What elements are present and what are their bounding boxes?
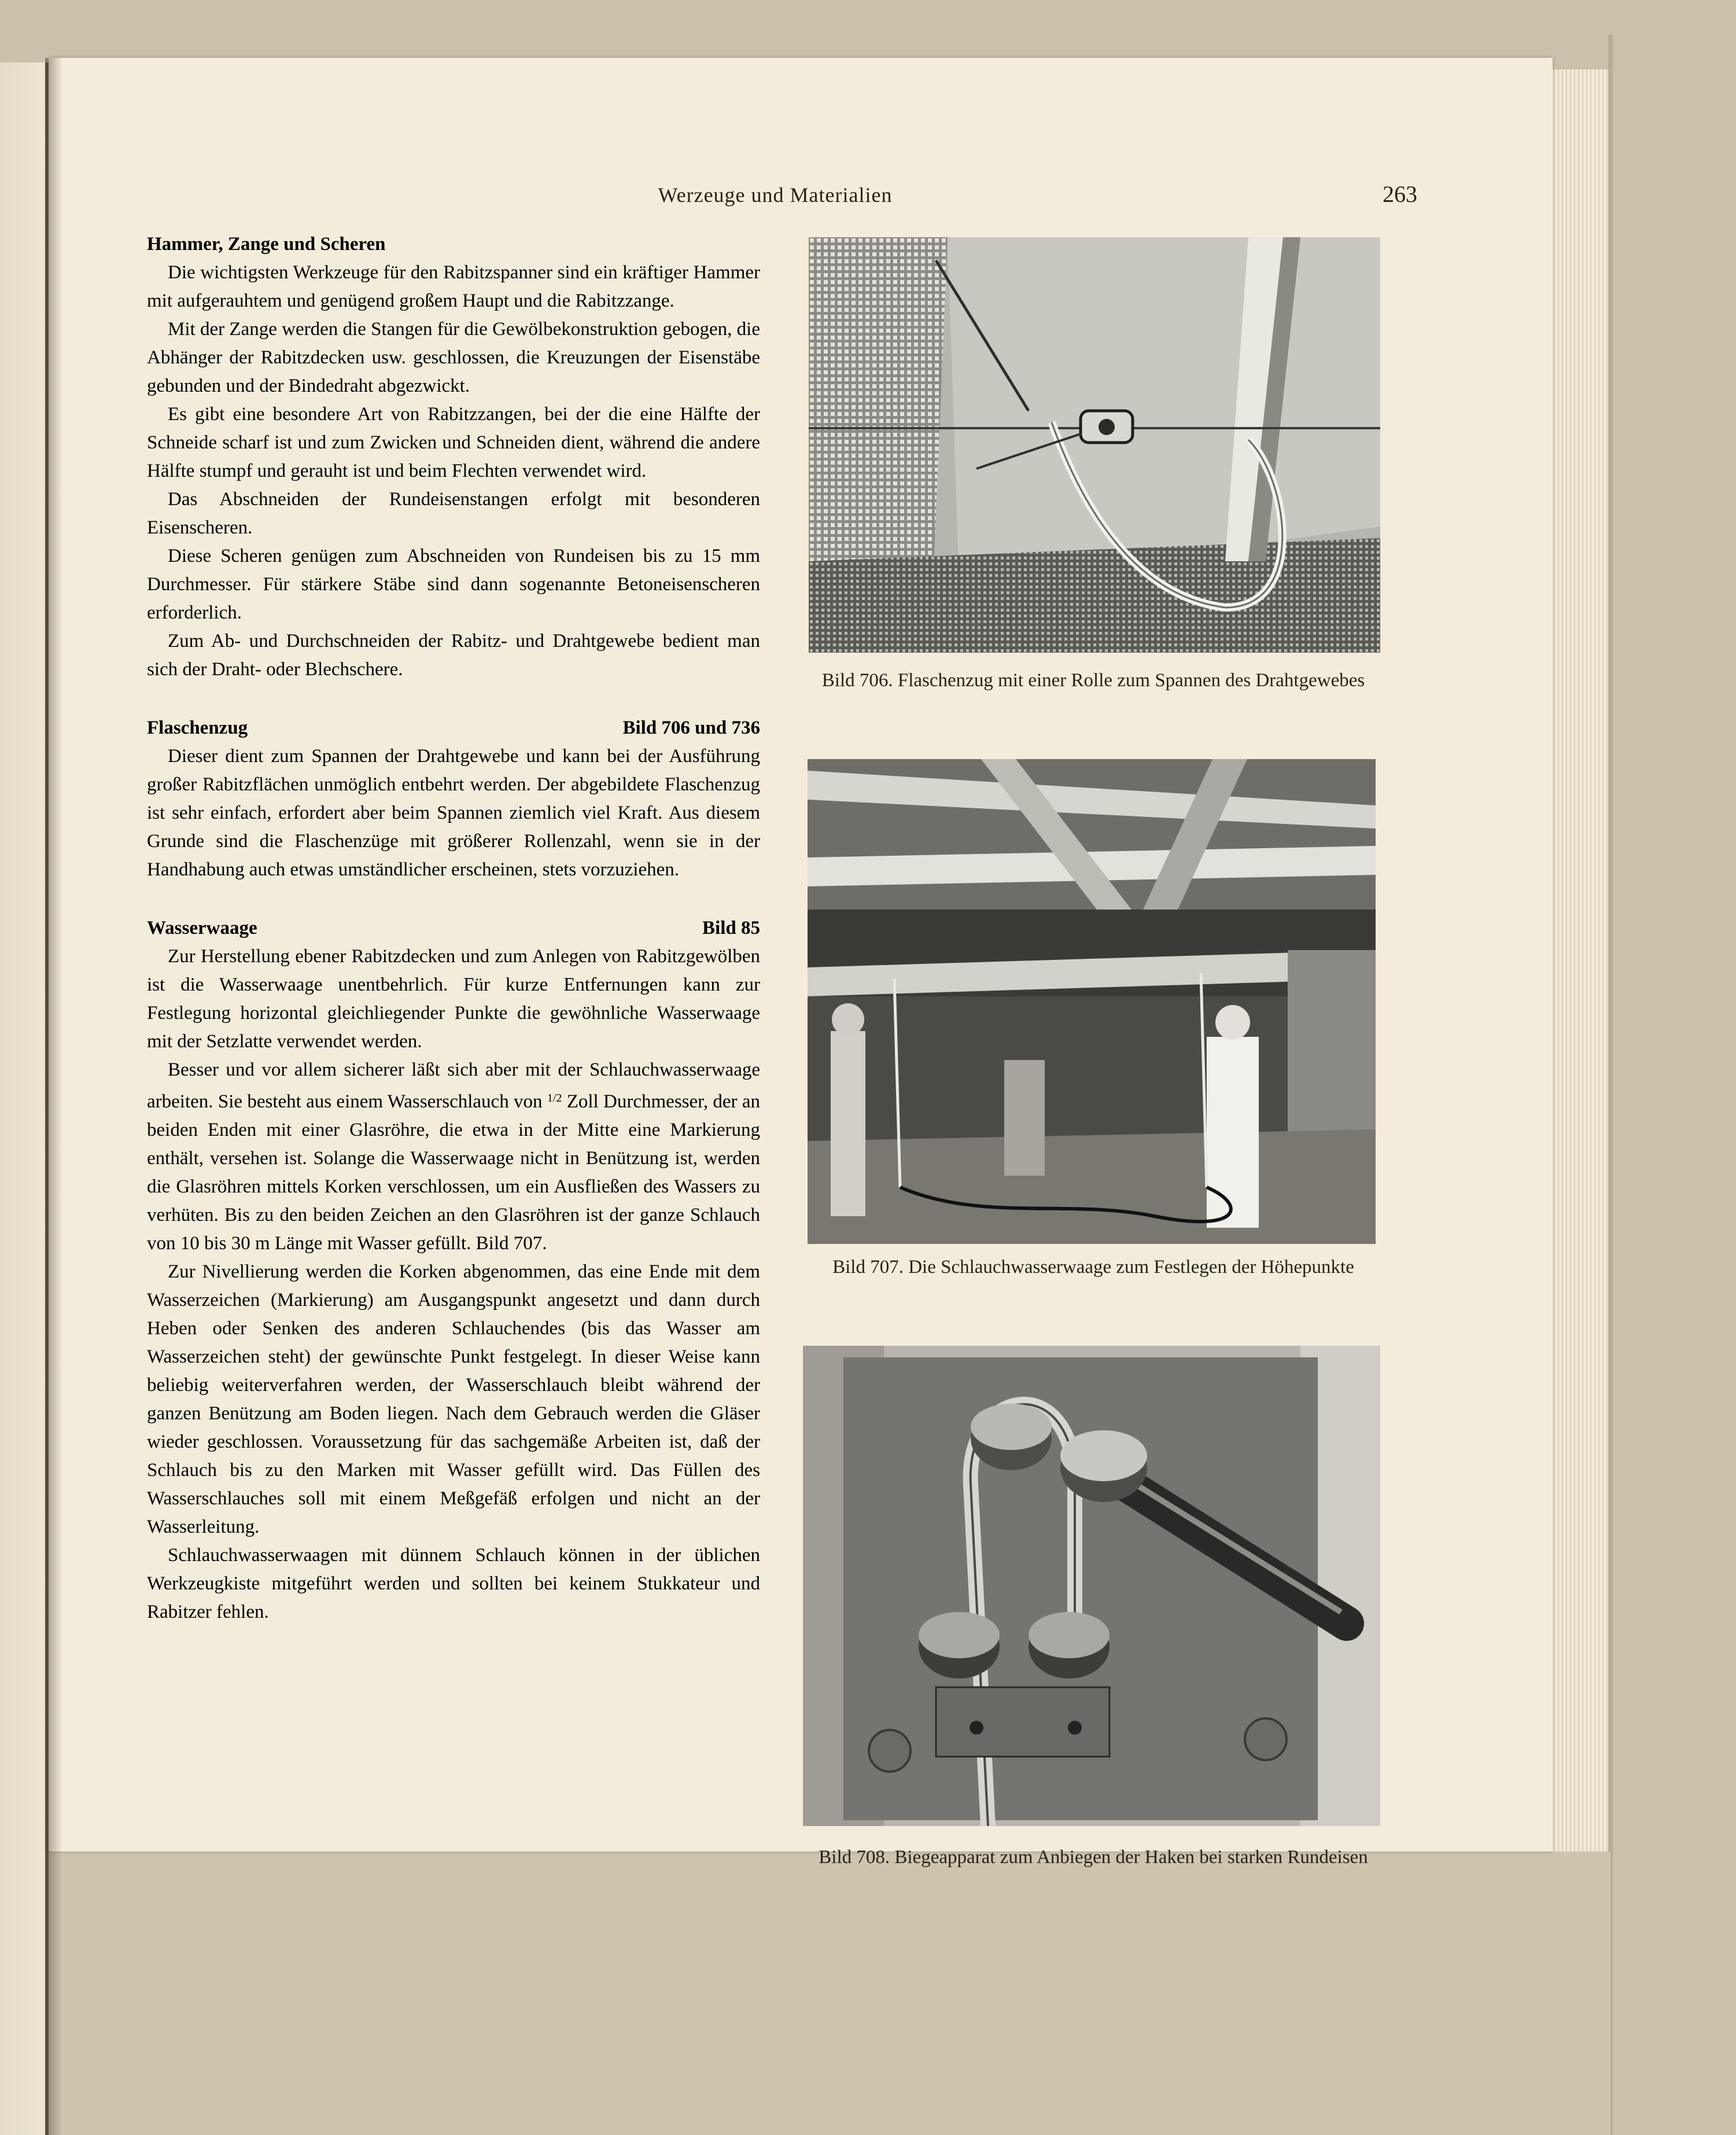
photo-bending-apparatus <box>803 1346 1380 1826</box>
gutter-shadow <box>45 58 62 2135</box>
paragraph: Die wichtigsten Werkzeuge für den Rabitzspanner sind ein kräftiger Hammer mit aufgerauhtem und genügend großem Haupt und die Rabitzzange. <box>147 262 760 311</box>
paragraph: Schlauchwasserwaagen mit dünnem Schlauch können in der üblichen Werkzeugkiste mitgeführt werden und sollten bei keinem Stukkateur und Rabitzer fehlen. <box>147 1545 760 1622</box>
paragraph-text: Besser und vor allem sicherer läßt sich aber mit der Schlauchwasserwaage arbeiten. Sie besteht aus einem Wasserschlauch von <box>147 1059 760 1112</box>
paragraph: Zur Herstellung ebener Rabitzdecken und zum Anlegen von Rabitzgewölben ist die Wasserwaage unentbehrlich. Für kurze Entfernungen kann zur Festlegung horizontal gleichliegender Punkte die gewöhnliche Wasserwaage mit der Setzlatte verwendet werden. <box>147 946 760 1052</box>
workers-illustration <box>808 759 1376 1244</box>
page-number: 263 <box>1383 181 1417 207</box>
pulley-illustration <box>809 237 1380 653</box>
figure-caption: Bild 707. Die Schlauchwasserwaage zum Festlegen der Höhepunkte <box>832 1257 1354 1278</box>
paragraph-zoll <box>147 1056 760 1258</box>
text-column <box>147 230 760 1626</box>
paragraph-text: Zoll Durchmesser, der an beiden Enden mit einer Glasröhre, die etwa in der Mitte eine Markierung enthält, versehen ist. Solange die Wasserwaage nicht in Benützung ist, werden die Glasröhren mittels Korken verschlossen, um ein Ausfließen des Wassers zu verhüten. Bis zu den beiden Zeichen an den Glasröhren ist der ganze Schlauch von 10 bis 30 m Länge mit Wasser gefüllt. Bild 707. <box>147 1091 760 1254</box>
photo-hose-level-workers <box>808 759 1376 1244</box>
figure-caption: Bild 708. Biegeapparat zum Anbiegen der Haken bei starken Rundeisen <box>819 1847 1368 1868</box>
cover-edge <box>1608 35 1613 2135</box>
paragraph: Zum Ab- und Durchschneiden der Rabitz- und Drahtgewebe bedient man sich der Draht- oder Blechschere. <box>147 631 760 680</box>
paragraph: Diese Scheren genügen zum Abschneiden von Rundeisen bis zu 15 mm Durchmesser. Für stärkere Stäbe sind dann sogenannte Betoneisenscheren erforderlich. <box>147 546 760 623</box>
bender-illustration <box>803 1346 1380 1826</box>
section-heading <box>147 914 760 943</box>
section-reference: Bild 85 <box>702 918 760 938</box>
section-title: Hammer, Zange und Scheren <box>147 234 386 255</box>
section-heading <box>147 714 760 742</box>
paragraph: Mit der Zange werden die Stangen für die Gewölbekonstruktion gebogen, die Abhänger der Rabitzdecken usw. geschlossen, die Kreuzungen der Eisenstäbe gebunden und der Bindedraht abgezwickt. <box>147 319 760 396</box>
paragraph: Zur Nivellierung werden die Korken abgenommen, das eine Ende mit dem Wasserzeichen (Markierung) am Ausgangspunkt angesetzt und dann durch Heben oder Senken des anderen Schlauchendes (bis das Wasser am Wasserzeichen steht) der gewünschte Punkt festgelegt. In dieser Weise kann beliebig weiterverfahren werden, der Wasserschlauch bleibt während der ganzen Benützung am Boden liegen. Nach dem Gebrauch werden die Gläser wieder geschlossen. Voraussetzung für das sachgemäße Arbeiten ist, daß der Schlauch bis zu den Marken mit Wasser gefüllt wird. Das Füllen des Wasserschlauches soll mit einem Meßgefäß erfolgen und nicht an der Wasserleitung. <box>147 1261 760 1537</box>
section-title: Flaschenzug <box>147 717 248 738</box>
figure-caption: Bild 706. Flaschenzug mit einer Rolle zum Spannen des Drahtgewebes <box>821 670 1365 691</box>
fraction: 1/2 <box>547 1092 562 1105</box>
paragraph: Es gibt eine besondere Art von Rabitzzangen, bei der die eine Hälfte der Schneide scharf ist und zum Zwicken und Schneiden dient, während die andere Hälfte stumpf und gerauht ist und beim Flechten verwendet wird. <box>147 404 760 481</box>
paragraph: Das Abschneiden der Rundeisenstangen erfolgt mit besonderen Eisenscheren. <box>147 489 760 538</box>
section-heading <box>147 230 760 259</box>
section-reference: Bild 706 und 736 <box>622 717 760 738</box>
section-title: Wasserwaage <box>147 918 257 938</box>
lower-cover <box>49 1851 1610 2135</box>
photo-pulley-wire-mesh <box>809 237 1380 653</box>
paragraph: Dieser dient zum Spannen der Drahtgewebe und kann bei der Ausführung großer Rabitzflächen unmöglich entbehrt werden. Der abgebildete Flaschenzug ist sehr einfach, erfordert aber beim Spannen ziemlich viel Kraft. Aus diesem Grunde sind die Flaschenzüge mit größerer Rollenzahl, wenn sie in der Handhabung auch etwas umständlicher erscheinen, stets vorzuziehen. <box>147 746 760 880</box>
running-head: Werzeuge und Materialien <box>658 183 893 207</box>
section-gap <box>147 884 760 914</box>
section-gap <box>147 684 760 714</box>
left-page-edge <box>0 62 49 2135</box>
